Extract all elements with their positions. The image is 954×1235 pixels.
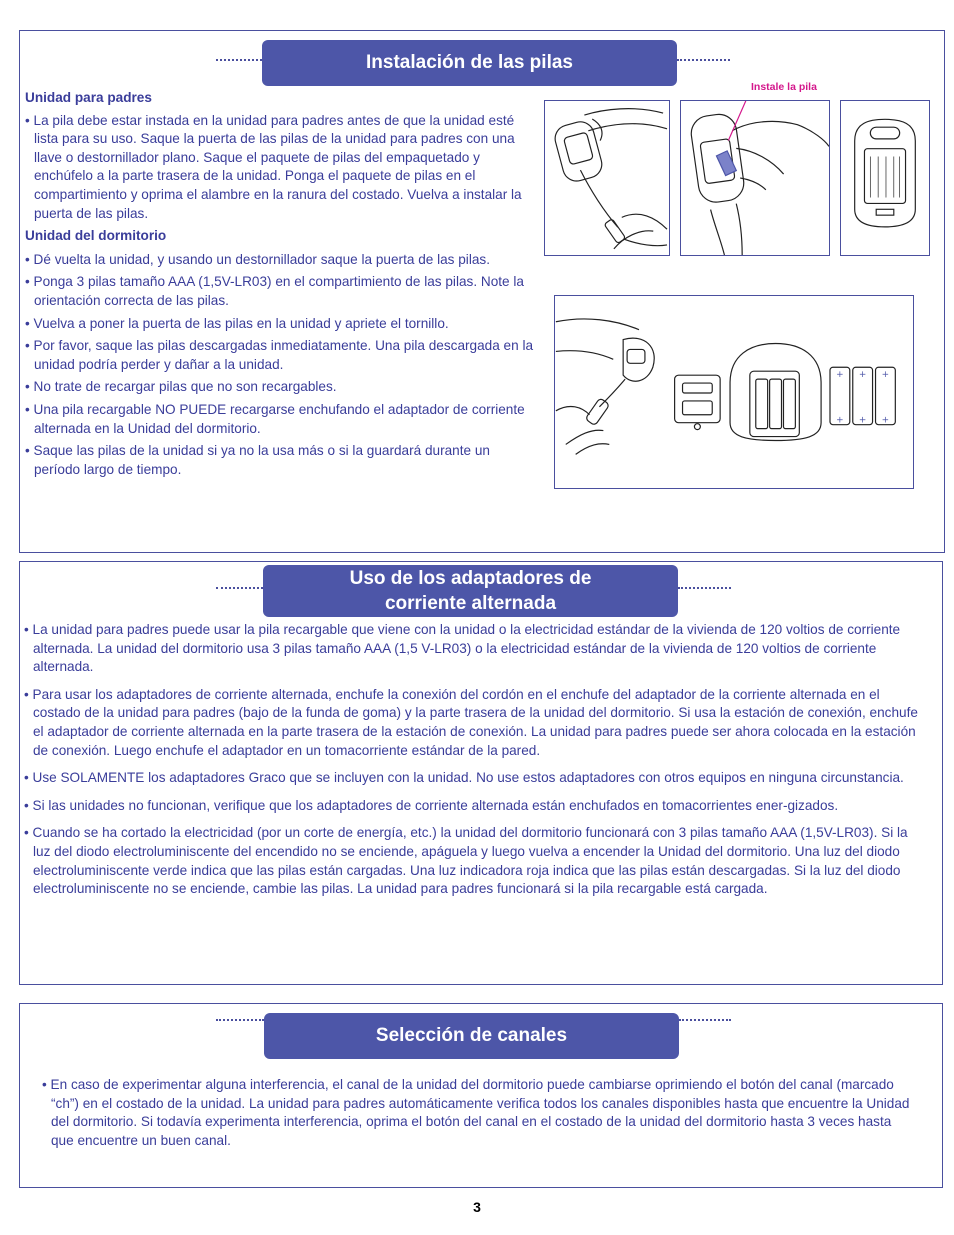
decorative-dots-right	[678, 587, 731, 589]
bullet-item: • Vuelva a poner la puerta de las pilas en la unidad y apriete el tornillo.	[25, 315, 449, 331]
svg-text:+: +	[858, 415, 867, 426]
nursery-unit-illustration	[554, 295, 914, 489]
decorative-dots-left	[216, 1019, 264, 1021]
parent-unit-bullets	[25, 112, 537, 224]
channels-text	[42, 1076, 912, 1150]
parent-unit-back-illustration	[840, 100, 930, 256]
bullet-item: • La unidad para padres puede usar la pila recargable que viene con la unidad o la electricidad estándar de la vivienda de 120 voltios de corriente alternada. La unidad del dormitorio usa 3 pilas tamaño AAA (1,5 V-LR03) o la electricidad estándar de la vivienda de 120 voltios de corriente alternada.	[24, 622, 901, 675]
section-title-channels: Selección de canales	[264, 1013, 679, 1059]
svg-text:+: +	[836, 370, 844, 381]
svg-text:+: +	[836, 415, 844, 426]
batteries-text-column	[25, 89, 537, 479]
bullet-item: • La pila debe estar instada en la unidad para padres antes de que la unidad esté lista para su uso. Saque la puerta de las pilas de la unidad para padres con una llave o destornillador plano. Saque el paquete de pilas del empaquetado y enchúfelo a la parte trasera de la unidad. Ponga el paquete de pilas en el compartimiento y oprima el alambre en la ranura del costado. Vuelva a instalar la puerta de las pilas.	[25, 112, 522, 221]
bullet-item: • No trate de recargar pilas que no son recargables.	[25, 379, 337, 395]
decorative-dots-right	[677, 59, 730, 61]
nursery-unit-heading: Unidad del dormitorio	[25, 228, 167, 244]
decorative-dots-left	[216, 59, 262, 61]
bullet-item: • Dé vuelta la unidad, y usando un destornillador saque la puerta de las pilas.	[25, 251, 490, 267]
svg-text:+: +	[881, 415, 890, 426]
section-title-batteries: Instalación de las pilas	[262, 40, 677, 86]
svg-text:+: +	[858, 370, 867, 381]
bullet-item: • Por favor, saque las pilas descargadas inmediatamente. Una pila descargada en la unidad podría perder y dañar a la unidad.	[25, 338, 534, 372]
bullet-item: • Use SOLAMENTE los adaptadores Graco que se incluyen con la unidad. No use estos adaptadores con otros equipos en ninguna circunstancia.	[24, 770, 904, 786]
decorative-dots-right	[679, 1019, 731, 1021]
bullet-item: • Una pila recargable NO PUEDE recargarse enchufando el adaptador de corriente alternada en la Unidad del dormitorio.	[25, 401, 525, 436]
page-number: 3	[473, 1199, 481, 1215]
nursery-unit-bullets	[25, 251, 537, 480]
battery-pack-illustration	[680, 100, 830, 256]
svg-text:+: +	[881, 370, 890, 381]
bullet-item: • Para usar los adaptadores de corriente alternada, enchufe la conexión del cordón en el enchufe del adaptador de la corriente alternada en el costado de la unidad para padres (bajo de la funda de goma) y la parte trasera de la unidad del dormitorio. Si usa la estación de conexión, enchufe el adaptador de corriente alternada en la parte trasera de la estación de conexión. La unidad para padres puede ser ahora colocada en la estación de conexión. Luego enchufe el adaptador en un tomacorriente estándar de la pared.	[24, 686, 918, 758]
bullet-item: • Cuando se ha cortado la electricidad (por un corte de energía, etc.) la unidad del dormitorio funcionará con 3 pilas tamaño AAA (1,5V-LR03). Si la luz del diodo electroluminiscente del encendido no se enciende, apáguela y luego vuelva a encender la Unidad del dormitorio. Una luz del diodo electroluminiscente verde indica que las pilas están cargadas. Una luz indicadora roja indica que las pilas están descargadas. Si la luz del diodo electroluminiscente no se enciende, cambie las pilas. La unidad para padres funcionará si la pila recargable está cargada.	[24, 825, 908, 897]
install-battery-callout: Instale la pila	[751, 81, 817, 93]
section-title-adapters: Uso de los adaptadores de corriente alternada	[263, 565, 678, 617]
bullet-item: • Si las unidades no funcionan, verifique que los adaptadores de corriente alternada están enchufados en tomacorrientes ener-gizados.	[24, 797, 839, 813]
adapters-text	[24, 621, 928, 899]
hand-screwdriver-illustration	[544, 100, 670, 256]
decorative-dots-left	[216, 587, 263, 589]
bullet-item: • Ponga 3 pilas tamaño AAA (1,5V-LR03) en el compartimiento de las pilas. Note la orientación correcta de las pilas.	[25, 274, 524, 308]
bullet-item: • En caso de experimentar alguna interferencia, el canal de la unidad del dormitorio puede cambiarse oprimiendo el botón del canal (marcado “ch”) en el costado de la unidad. La unidad para padres automáticamente verifica todos los canales disponibles hasta que encuentre la Unidad del dormitorio. Si todavía experimenta interferencia, oprima el botón del canal en el costado de la unidad del dormitorio hasta 3 veces hasta que encuentre un buen canal.	[42, 1077, 910, 1148]
parent-unit-heading: Unidad para padres	[25, 90, 152, 105]
bullet-item: • Saque las pilas de la unidad si ya no la usa más o si la guardará durante un período largo de tiempo.	[25, 443, 490, 477]
